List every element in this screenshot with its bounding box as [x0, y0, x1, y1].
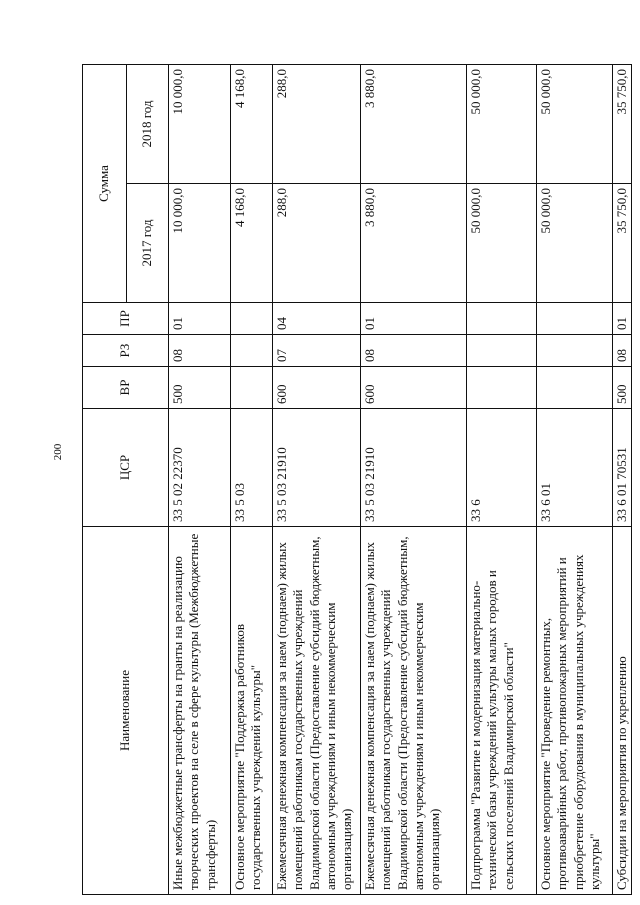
cell-sum-2017: 288,0: [273, 184, 361, 303]
cell-sum-2017: 50 000,0: [467, 184, 537, 303]
cell-pr: 01: [169, 303, 231, 335]
cell-name: Подпрограмма "Развитие и модернизация материально-технической базы учреждений культуры малых городов и сельских поселений Владимирской области": [467, 527, 537, 895]
page-number: 200: [52, 443, 64, 461]
cell-vr: [467, 367, 537, 409]
cell-name: Субсидии на мероприятия по укреплению: [613, 527, 632, 895]
cell-sum-2018: 4 168,0: [231, 65, 273, 184]
cell-csr: 33 5 03: [231, 409, 273, 527]
table-row: [467, 65, 537, 895]
cell-sum-2018: 3 880,0: [361, 65, 467, 184]
cell-rz: [537, 335, 613, 367]
cell-rz: 07: [273, 335, 361, 367]
cell-pr: 04: [273, 303, 361, 335]
cell-sum-2017: 10 000,0: [169, 184, 231, 303]
cell-sum-2017: 35 750,0: [613, 184, 632, 303]
table-row: [273, 65, 361, 895]
cell-sum-2018: 35 750,0: [613, 65, 632, 184]
header-sum: Сумма: [83, 65, 127, 303]
cell-rz: [231, 335, 273, 367]
cell-sum-2018: 288,0: [273, 65, 361, 184]
table-row: [613, 65, 632, 895]
header-year-2017: 2017 год: [127, 184, 169, 303]
header-year-2018: 2018 год: [127, 65, 169, 184]
cell-csr: 33 5 03 21910: [273, 409, 361, 527]
cell-sum-2018: 50 000,0: [467, 65, 537, 184]
cell-rz: 08: [361, 335, 467, 367]
header-rz: РЗ: [83, 335, 169, 367]
table-row: [231, 65, 273, 895]
cell-pr: [231, 303, 273, 335]
header-row-1: [83, 65, 127, 895]
cell-csr: 33 5 03 21910: [361, 409, 467, 527]
rotated-table-wrapper: [82, 65, 630, 895]
cell-pr: [467, 303, 537, 335]
cell-name: Ежемесячная денежная компенсация за наем (поднаем) жилых помещений работникам государственных учреждений Владимирской области (Предоставление субсидий бюджетным, автономным учреждениям и иным некоммерческим организациям): [361, 527, 467, 895]
cell-vr: [231, 367, 273, 409]
header-name: Наименование: [83, 527, 169, 895]
cell-sum-2017: 50 000,0: [537, 184, 613, 303]
cell-csr: 33 5 02 22370: [169, 409, 231, 527]
cell-name: Основное мероприятие "Поддержка работников государственных учреждений культуры": [231, 527, 273, 895]
cell-pr: 01: [361, 303, 467, 335]
cell-csr: 33 6 01 70531: [613, 409, 632, 527]
cell-sum-2017: 3 880,0: [361, 184, 467, 303]
cell-pr: [537, 303, 613, 335]
cell-csr: 33 6: [467, 409, 537, 527]
cell-vr: 500: [613, 367, 632, 409]
cell-pr: 01: [613, 303, 632, 335]
budget-table: [82, 64, 632, 895]
header-vr: ВР: [83, 367, 169, 409]
cell-rz: 08: [169, 335, 231, 367]
cell-name: Ежемесячная денежная компенсация за наем (поднаем) жилых помещений работникам государственных учреждений Владимирской области (Предоставление субсидий бюджетным, автономным учреждениям и иным некоммерческим организациям): [273, 527, 361, 895]
table-row: [361, 65, 467, 895]
cell-vr: 600: [361, 367, 467, 409]
table-row: [169, 65, 231, 895]
cell-vr: 600: [273, 367, 361, 409]
cell-csr: 33 6 01: [537, 409, 613, 527]
cell-vr: 500: [169, 367, 231, 409]
cell-sum-2017: 4 168,0: [231, 184, 273, 303]
cell-rz: [467, 335, 537, 367]
cell-vr: [537, 367, 613, 409]
header-pr: ПР: [83, 303, 169, 335]
table-row: [537, 65, 613, 895]
cell-sum-2018: 10 000,0: [169, 65, 231, 184]
header-csr: ЦСР: [83, 409, 169, 527]
cell-sum-2018: 50 000,0: [537, 65, 613, 184]
cell-rz: 08: [613, 335, 632, 367]
cell-name: Иные межбюджетные трансферты на гранты на реализацию творческих проектов на селе в сфере культуры (Межбюджетные трансферты): [169, 527, 231, 895]
cell-name: Основное мероприятие "Проведение ремонтных, противоаварийных работ, противопожарных мероприятий и приобретение оборудования в муниципальных учреждениях культуры": [537, 527, 613, 895]
